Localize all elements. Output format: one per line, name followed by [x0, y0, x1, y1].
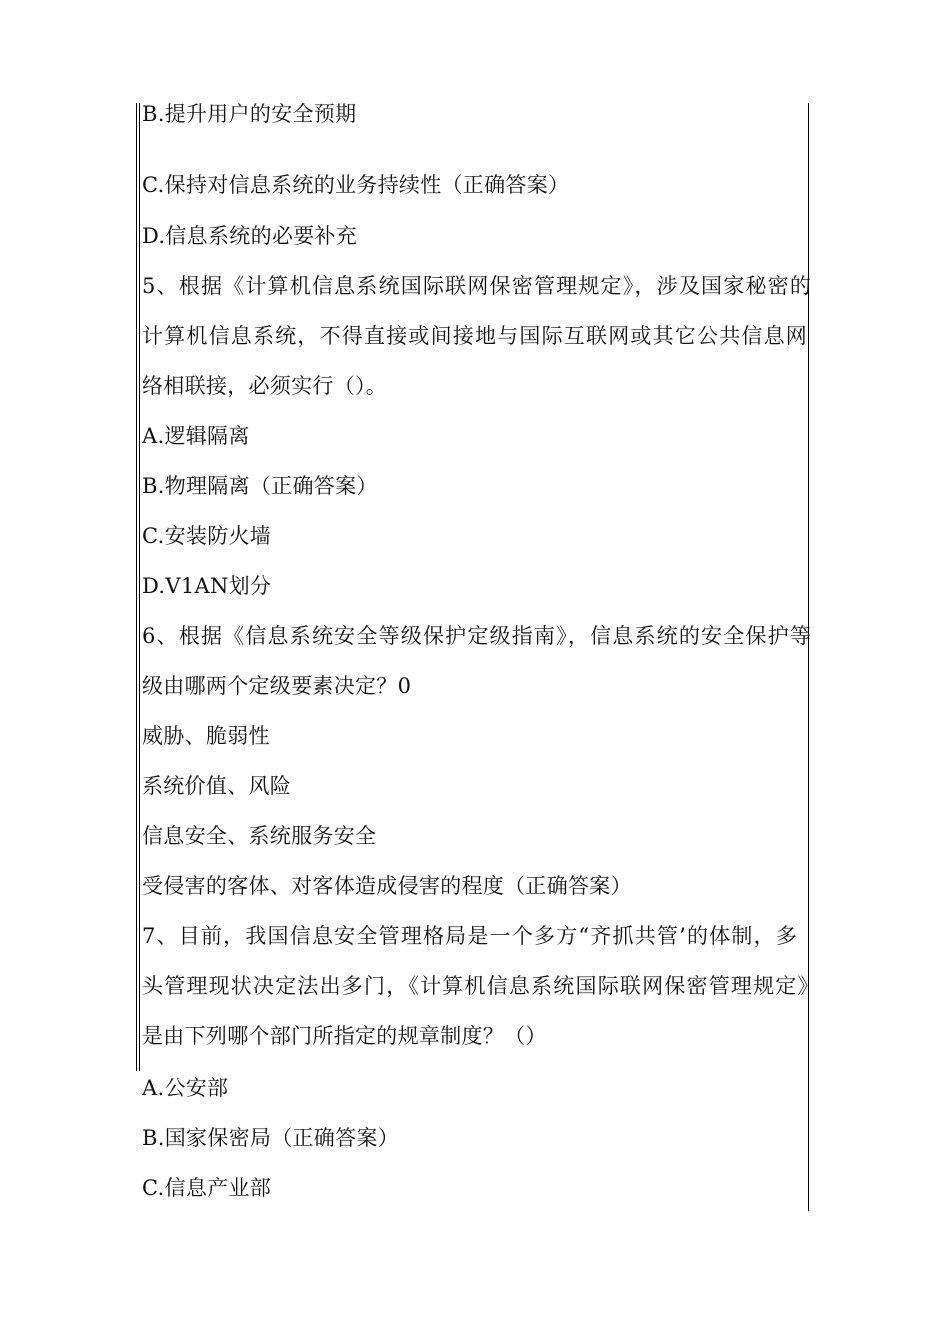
question-7-option-b: B.国家保密局（正确答案）: [142, 1126, 400, 1150]
question-6-line-2: 级由哪两个定级要素决定？0: [142, 674, 412, 698]
question-7-option-a: A.公安部: [142, 1076, 229, 1100]
question-6-option-2: 系统价值、风险: [142, 774, 292, 798]
option-b-line: B.提升用户的安全预期: [142, 102, 357, 126]
question-7-line-1: 7、目前，我国信息安全管理格局是一个多方“齐抓共管’的体制，多: [142, 924, 798, 948]
question-5-option-b: B.物理隔离（正确答案）: [142, 474, 378, 498]
question-5-option-a: A.逻辑隔离: [142, 424, 250, 448]
question-7-line-3: 是由下列哪个部门所指定的规章制度？（）: [142, 1024, 547, 1048]
option-d-line: D.信息系统的必要补充: [142, 224, 358, 248]
question-5-line-2: 计算机信息系统，不得直接或间接地与国际互联网或其它公共信息网: [142, 324, 808, 348]
question-6-line-1: 6、根据《信息系统安全等级保护定级指南》，信息系统的安全保护等: [142, 624, 813, 648]
question-6-option-3: 信息安全、系统服务安全: [142, 824, 377, 848]
left-border-inner: [139, 103, 140, 1071]
question-5-option-d: D.V1AN划分: [142, 574, 272, 598]
question-5-line-3: 络相联接，必须实行（）。: [142, 374, 388, 398]
question-7-option-c: C.信息产业部: [142, 1176, 272, 1200]
right-border: [808, 103, 809, 1211]
question-5-option-c: C.安装防火墙: [142, 524, 272, 548]
question-6-option-4: 受侵害的客体、对客体造成侵害的程度（正确答案）: [142, 874, 632, 898]
left-border-outer: [136, 103, 137, 1071]
question-6-option-1: 威胁、脆弱性: [142, 724, 270, 748]
question-7-line-2: 头管理现状决定法出多门，《计算机信息系统国际联网保密管理规定》: [142, 974, 820, 998]
question-5-line-1: 5、根据《计算机信息系统国际联网保密管理规定》，涉及国家秘密的: [142, 274, 813, 298]
option-c-line: C.保持对信息系统的业务持续性（正确答案）: [142, 173, 570, 197]
